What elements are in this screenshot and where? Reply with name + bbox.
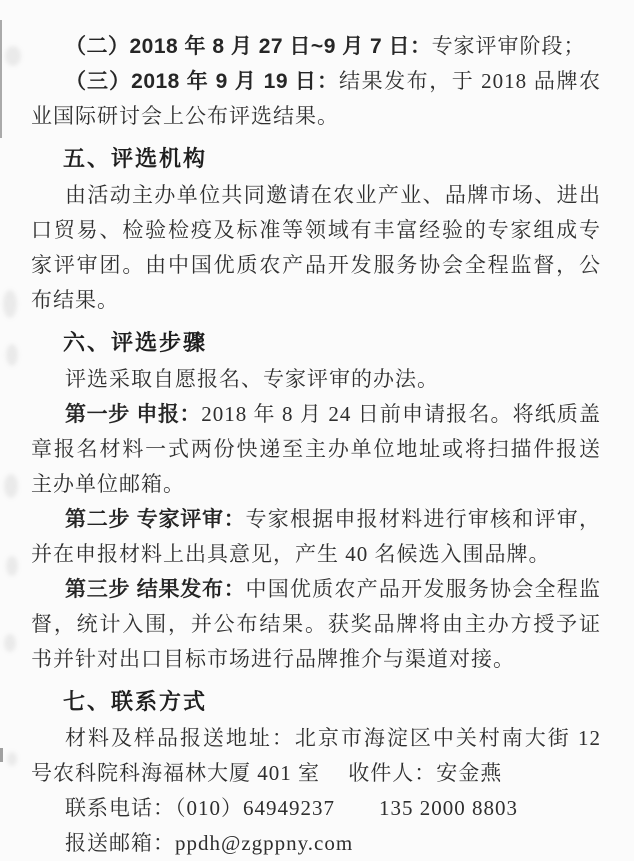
paragraph	[31, 29, 601, 64]
bold-text-run: 六、评选步骤	[63, 330, 208, 355]
scan-smudge	[4, 474, 18, 498]
scan-smudge	[4, 634, 16, 652]
scan-smudge	[6, 344, 18, 366]
scan-edge-artifact	[0, 20, 2, 138]
paragraph	[31, 721, 601, 791]
scan-smudge	[6, 556, 18, 576]
text-run: 联系电话：（010）64949237 135 2000 8803	[65, 796, 518, 820]
text-run: 中国优质农产品开发服务协会全程监督，统计入围，并公布结果。获奖品牌将由主办方授予证书并针对出口目标市场进行品牌推介与渠道对接。	[31, 577, 602, 671]
paragraph	[31, 64, 601, 134]
paragraph	[31, 178, 601, 318]
paragraph	[31, 791, 601, 826]
scan-edge-artifact	[0, 748, 3, 762]
text-run: 由活动主办单位共同邀请在农业产业、品牌市场、进出口贸易、检验检疫及标准等领域有丰富经验的专家组成专家评审团。由中国优质农产品开发服务协会全程监督，公布结果。	[31, 183, 601, 312]
bold-text-run: （三）2018 年 9 月 19 日：	[65, 70, 340, 93]
document-body	[31, 29, 601, 861]
paragraph	[31, 397, 601, 502]
text-run: 报送邮箱：ppdh@zgppny.com	[65, 831, 354, 855]
text-run: 2018 年 8 月 24 日前申请报名。将纸质盖章报名材料一式两份快递至主办单位地址或将扫描件报送主办单位邮箱。	[31, 402, 601, 496]
scan-smudge	[5, 46, 21, 66]
paragraph	[31, 502, 601, 572]
text-run: 结果发布，于 2018 品牌农业国际研讨会上公布评选结果。	[31, 69, 601, 128]
section-heading	[31, 684, 601, 719]
bold-text-run: （二）2018 年 8 月 27 日~9 月 7 日：	[65, 35, 432, 58]
text-run: 专家根据申报材料进行审核和评审，并在申报材料上出具意见，产生 40 名候选入围品牌。	[31, 507, 602, 566]
bold-text-run: 七、联系方式	[63, 689, 208, 714]
paragraph	[31, 362, 601, 397]
paragraph	[31, 826, 601, 861]
scan-smudge	[7, 752, 17, 766]
paragraph	[31, 572, 601, 677]
text-run: 评选采取自愿报名、专家评审的办法。	[65, 367, 439, 391]
bold-text-run: 第三步 结果发布：	[65, 578, 246, 601]
section-heading	[31, 141, 601, 176]
text-run: 专家评审阶段；	[431, 34, 586, 58]
text-run: 材料及样品报送地址：北京市海淀区中关村南大街 12 号农科院科海福林大厦 401 室 收件人：安金燕	[31, 726, 601, 785]
bold-text-run: 第二步 专家评审：	[65, 508, 246, 531]
section-heading	[31, 325, 601, 360]
bold-text-run: 第一步 申报：	[65, 403, 202, 426]
scan-smudge	[3, 290, 17, 318]
bold-text-run: 五、评选机构	[63, 146, 208, 171]
